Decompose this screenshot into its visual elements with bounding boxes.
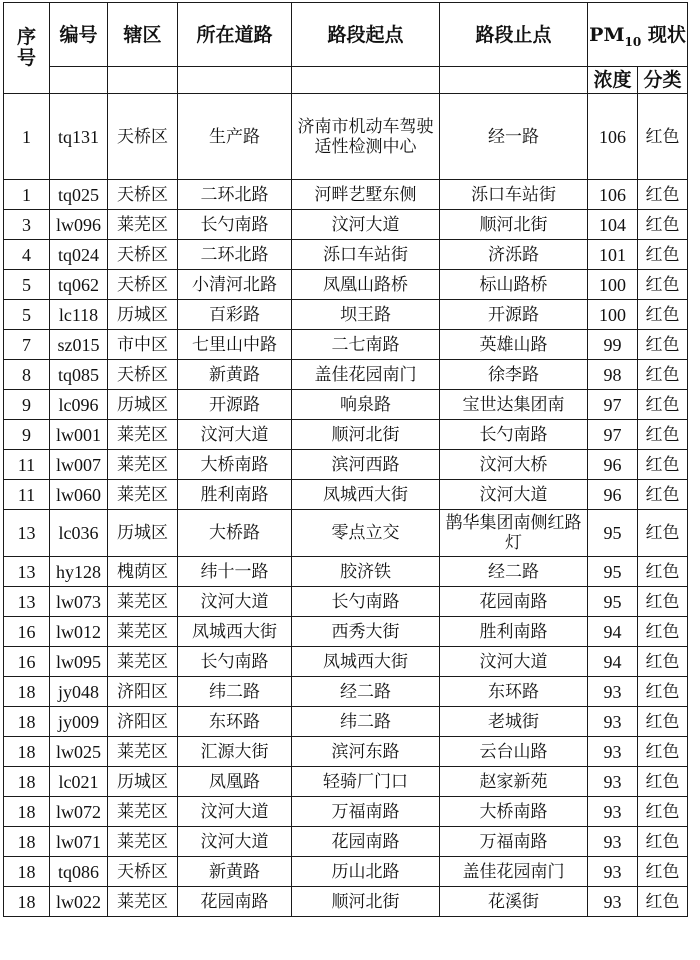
table-row	[4, 240, 688, 270]
cell-cls: 红色	[638, 450, 688, 480]
cell-road: 开源路	[178, 390, 292, 420]
table-row	[4, 887, 688, 917]
table-row	[4, 797, 688, 827]
header-district: 辖区	[108, 3, 178, 67]
cell-conc: 96	[588, 450, 638, 480]
cell-code: lc118	[50, 300, 108, 330]
table-row	[4, 94, 688, 180]
cell-code: lc036	[50, 510, 108, 557]
cell-district: 莱芜区	[108, 797, 178, 827]
cell-cls: 红色	[638, 240, 688, 270]
cell-code: lw012	[50, 617, 108, 647]
cell-district: 莱芜区	[108, 617, 178, 647]
cell-end: 老城街	[440, 707, 588, 737]
cell-cls: 红色	[638, 587, 688, 617]
cell-conc: 106	[588, 94, 638, 180]
cell-start: 零点立交	[292, 510, 440, 557]
cell-conc: 94	[588, 647, 638, 677]
cell-start: 顺河北街	[292, 420, 440, 450]
header-seq	[4, 3, 50, 94]
cell-conc: 93	[588, 827, 638, 857]
cell-district: 天桥区	[108, 360, 178, 390]
cell-cls: 红色	[638, 737, 688, 767]
cell-cls: 红色	[638, 420, 688, 450]
cell-end: 东环路	[440, 677, 588, 707]
table-row	[4, 330, 688, 360]
table-body	[4, 94, 688, 917]
cell-end: 大桥南路	[440, 797, 588, 827]
header-start: 路段起点	[292, 3, 440, 67]
cell-code: lw022	[50, 887, 108, 917]
cell-end: 赵家新苑	[440, 767, 588, 797]
subheader-blank	[178, 67, 292, 94]
cell-cls: 红色	[638, 360, 688, 390]
header-pm10	[588, 3, 688, 67]
cell-cls: 红色	[638, 707, 688, 737]
cell-code: tq085	[50, 360, 108, 390]
table-row	[4, 510, 688, 557]
cell-end: 标山路桥	[440, 270, 588, 300]
cell-road: 七里山中路	[178, 330, 292, 360]
cell-road: 汶河大道	[178, 420, 292, 450]
cell-code: lw060	[50, 480, 108, 510]
cell-district: 莱芜区	[108, 587, 178, 617]
cell-district: 天桥区	[108, 857, 178, 887]
cell-end: 济泺路	[440, 240, 588, 270]
cell-code: tq086	[50, 857, 108, 887]
cell-road: 生产路	[178, 94, 292, 180]
table-row	[4, 210, 688, 240]
header-pm-sub: 10	[624, 34, 642, 49]
cell-code: hy128	[50, 557, 108, 587]
cell-conc: 94	[588, 617, 638, 647]
cell-end: 花园南路	[440, 587, 588, 617]
subheader-blank	[50, 67, 108, 94]
cell-seq: 11	[4, 450, 50, 480]
subheader-blank	[440, 67, 588, 94]
cell-seq: 9	[4, 390, 50, 420]
cell-start: 胶济铁	[292, 557, 440, 587]
cell-conc: 98	[588, 360, 638, 390]
cell-road: 新黄路	[178, 857, 292, 887]
cell-seq: 4	[4, 240, 50, 270]
cell-district: 莱芜区	[108, 420, 178, 450]
cell-start: 汶河大道	[292, 210, 440, 240]
cell-district: 济阳区	[108, 677, 178, 707]
cell-district: 天桥区	[108, 180, 178, 210]
table-row	[4, 587, 688, 617]
table-row	[4, 647, 688, 677]
cell-code: tq131	[50, 94, 108, 180]
cell-seq: 9	[4, 420, 50, 450]
cell-district: 历城区	[108, 390, 178, 420]
table-row	[4, 420, 688, 450]
cell-cls: 红色	[638, 480, 688, 510]
cell-conc: 100	[588, 270, 638, 300]
cell-conc: 93	[588, 767, 638, 797]
cell-road: 汶河大道	[178, 797, 292, 827]
header-end: 路段止点	[440, 3, 588, 67]
cell-start: 凤凰山路桥	[292, 270, 440, 300]
cell-end: 汶河大道	[440, 647, 588, 677]
cell-start: 坝王路	[292, 300, 440, 330]
cell-end: 胜利南路	[440, 617, 588, 647]
cell-seq: 18	[4, 737, 50, 767]
header-code: 编号	[50, 3, 108, 67]
cell-seq: 18	[4, 827, 50, 857]
cell-code: lc096	[50, 390, 108, 420]
cell-code: sz015	[50, 330, 108, 360]
cell-road: 纬二路	[178, 677, 292, 707]
cell-start: 河畔艺墅东侧	[292, 180, 440, 210]
cell-cls: 红色	[638, 647, 688, 677]
cell-code: lw073	[50, 587, 108, 617]
cell-seq: 5	[4, 300, 50, 330]
table-row	[4, 360, 688, 390]
cell-conc: 97	[588, 390, 638, 420]
pm10-road-table	[3, 2, 688, 917]
cell-district: 莱芜区	[108, 450, 178, 480]
cell-cls: 红色	[638, 557, 688, 587]
cell-end: 汶河大桥	[440, 450, 588, 480]
cell-conc: 95	[588, 510, 638, 557]
subheader-blank	[108, 67, 178, 94]
cell-conc: 96	[588, 480, 638, 510]
cell-end: 盖佳花园南门	[440, 857, 588, 887]
table-row	[4, 480, 688, 510]
cell-start: 滨河西路	[292, 450, 440, 480]
cell-cls: 红色	[638, 180, 688, 210]
cell-seq: 16	[4, 647, 50, 677]
cell-road: 长勺南路	[178, 647, 292, 677]
cell-conc: 99	[588, 330, 638, 360]
cell-start: 凤城西大街	[292, 480, 440, 510]
cell-seq: 13	[4, 587, 50, 617]
cell-district: 历城区	[108, 767, 178, 797]
cell-district: 槐荫区	[108, 557, 178, 587]
cell-cls: 红色	[638, 797, 688, 827]
table-row	[4, 677, 688, 707]
cell-start: 顺河北街	[292, 887, 440, 917]
cell-conc: 101	[588, 240, 638, 270]
cell-code: lw096	[50, 210, 108, 240]
table-row	[4, 390, 688, 420]
cell-district: 济阳区	[108, 707, 178, 737]
cell-end: 汶河大道	[440, 480, 588, 510]
cell-code: lw025	[50, 737, 108, 767]
cell-seq: 3	[4, 210, 50, 240]
cell-road: 二环北路	[178, 180, 292, 210]
subheader-blank	[292, 67, 440, 94]
cell-conc: 93	[588, 887, 638, 917]
cell-end: 云台山路	[440, 737, 588, 767]
cell-cls: 红色	[638, 617, 688, 647]
cell-cls: 红色	[638, 330, 688, 360]
cell-code: tq025	[50, 180, 108, 210]
cell-end: 泺口车站街	[440, 180, 588, 210]
cell-start: 泺口车站街	[292, 240, 440, 270]
cell-start: 历山北路	[292, 857, 440, 887]
header-road: 所在道路	[178, 3, 292, 67]
cell-conc: 106	[588, 180, 638, 210]
table-row	[4, 857, 688, 887]
table-row	[4, 737, 688, 767]
cell-seq: 13	[4, 557, 50, 587]
cell-end: 经二路	[440, 557, 588, 587]
header-seq-label: 序号	[16, 26, 36, 69]
cell-end: 鹊华集团南侧红路灯	[440, 510, 588, 557]
cell-code: lc021	[50, 767, 108, 797]
cell-road: 大桥路	[178, 510, 292, 557]
cell-cls: 红色	[638, 510, 688, 557]
cell-start: 西秀大街	[292, 617, 440, 647]
header-conc: 浓度	[588, 67, 638, 94]
subheader-row	[4, 67, 688, 94]
cell-start: 轻骑厂门口	[292, 767, 440, 797]
cell-conc: 95	[588, 587, 638, 617]
cell-conc: 100	[588, 300, 638, 330]
cell-district: 历城区	[108, 510, 178, 557]
cell-code: lw095	[50, 647, 108, 677]
cell-road: 小清河北路	[178, 270, 292, 300]
cell-conc: 93	[588, 737, 638, 767]
cell-seq: 18	[4, 797, 50, 827]
cell-seq: 1	[4, 180, 50, 210]
cell-end: 万福南路	[440, 827, 588, 857]
cell-road: 二环北路	[178, 240, 292, 270]
cell-conc: 97	[588, 420, 638, 450]
cell-conc: 93	[588, 707, 638, 737]
cell-seq: 18	[4, 887, 50, 917]
cell-end: 顺河北街	[440, 210, 588, 240]
cell-conc: 104	[588, 210, 638, 240]
cell-start: 花园南路	[292, 827, 440, 857]
cell-start: 响泉路	[292, 390, 440, 420]
cell-code: tq024	[50, 240, 108, 270]
cell-end: 开源路	[440, 300, 588, 330]
header-row	[4, 3, 688, 67]
cell-seq: 18	[4, 857, 50, 887]
cell-end: 宝世达集团南	[440, 390, 588, 420]
cell-seq: 18	[4, 707, 50, 737]
cell-start: 长勺南路	[292, 587, 440, 617]
cell-code: lw007	[50, 450, 108, 480]
cell-cls: 红色	[638, 677, 688, 707]
cell-code: jy048	[50, 677, 108, 707]
cell-conc: 95	[588, 557, 638, 587]
table-row	[4, 180, 688, 210]
cell-code: tq062	[50, 270, 108, 300]
cell-conc: 93	[588, 857, 638, 887]
table-row	[4, 707, 688, 737]
cell-cls: 红色	[638, 390, 688, 420]
cell-district: 莱芜区	[108, 887, 178, 917]
cell-district: 天桥区	[108, 240, 178, 270]
cell-code: jy009	[50, 707, 108, 737]
table-row	[4, 557, 688, 587]
table-row	[4, 300, 688, 330]
cell-district: 莱芜区	[108, 647, 178, 677]
cell-cls: 红色	[638, 767, 688, 797]
cell-seq: 8	[4, 360, 50, 390]
cell-start: 盖佳花园南门	[292, 360, 440, 390]
cell-end: 花溪街	[440, 887, 588, 917]
cell-cls: 红色	[638, 857, 688, 887]
cell-end: 英雄山路	[440, 330, 588, 360]
cell-seq: 7	[4, 330, 50, 360]
cell-start: 凤城西大街	[292, 647, 440, 677]
cell-road: 凤凰路	[178, 767, 292, 797]
cell-start: 万福南路	[292, 797, 440, 827]
table-row	[4, 450, 688, 480]
cell-road: 汶河大道	[178, 827, 292, 857]
cell-cls: 红色	[638, 270, 688, 300]
cell-road: 凤城西大街	[178, 617, 292, 647]
cell-district: 莱芜区	[108, 827, 178, 857]
cell-conc: 93	[588, 677, 638, 707]
cell-code: lw071	[50, 827, 108, 857]
cell-road: 新黄路	[178, 360, 292, 390]
cell-cls: 红色	[638, 827, 688, 857]
cell-seq: 18	[4, 677, 50, 707]
table-row	[4, 827, 688, 857]
cell-seq: 11	[4, 480, 50, 510]
cell-road: 汶河大道	[178, 587, 292, 617]
cell-road: 胜利南路	[178, 480, 292, 510]
cell-end: 徐李路	[440, 360, 588, 390]
cell-start: 济南市机动车驾驶适性检测中心	[292, 94, 440, 180]
cell-district: 莱芜区	[108, 480, 178, 510]
cell-code: lw072	[50, 797, 108, 827]
cell-district: 天桥区	[108, 94, 178, 180]
cell-start: 滨河东路	[292, 737, 440, 767]
cell-road: 汇源大街	[178, 737, 292, 767]
cell-district: 历城区	[108, 300, 178, 330]
cell-road: 大桥南路	[178, 450, 292, 480]
cell-district: 莱芜区	[108, 737, 178, 767]
header-pm-main: PM	[589, 23, 625, 46]
cell-road: 百彩路	[178, 300, 292, 330]
cell-conc: 93	[588, 797, 638, 827]
table-row	[4, 617, 688, 647]
cell-cls: 红色	[638, 210, 688, 240]
cell-seq: 13	[4, 510, 50, 557]
cell-cls: 红色	[638, 300, 688, 330]
cell-cls: 红色	[638, 887, 688, 917]
cell-road: 长勺南路	[178, 210, 292, 240]
cell-district: 市中区	[108, 330, 178, 360]
cell-end: 经一路	[440, 94, 588, 180]
cell-end: 长勺南路	[440, 420, 588, 450]
cell-road: 花园南路	[178, 887, 292, 917]
cell-start: 二七南路	[292, 330, 440, 360]
table-row	[4, 270, 688, 300]
cell-seq: 18	[4, 767, 50, 797]
cell-start: 经二路	[292, 677, 440, 707]
cell-road: 东环路	[178, 707, 292, 737]
cell-seq: 1	[4, 94, 50, 180]
cell-seq: 16	[4, 617, 50, 647]
table-row	[4, 767, 688, 797]
cell-code: lw001	[50, 420, 108, 450]
header-cls: 分类	[638, 67, 688, 94]
cell-cls: 红色	[638, 94, 688, 180]
cell-start: 纬二路	[292, 707, 440, 737]
cell-district: 天桥区	[108, 270, 178, 300]
cell-road: 纬十一路	[178, 557, 292, 587]
cell-district: 莱芜区	[108, 210, 178, 240]
header-pm-suffix: 现状	[641, 23, 686, 46]
cell-seq: 5	[4, 270, 50, 300]
